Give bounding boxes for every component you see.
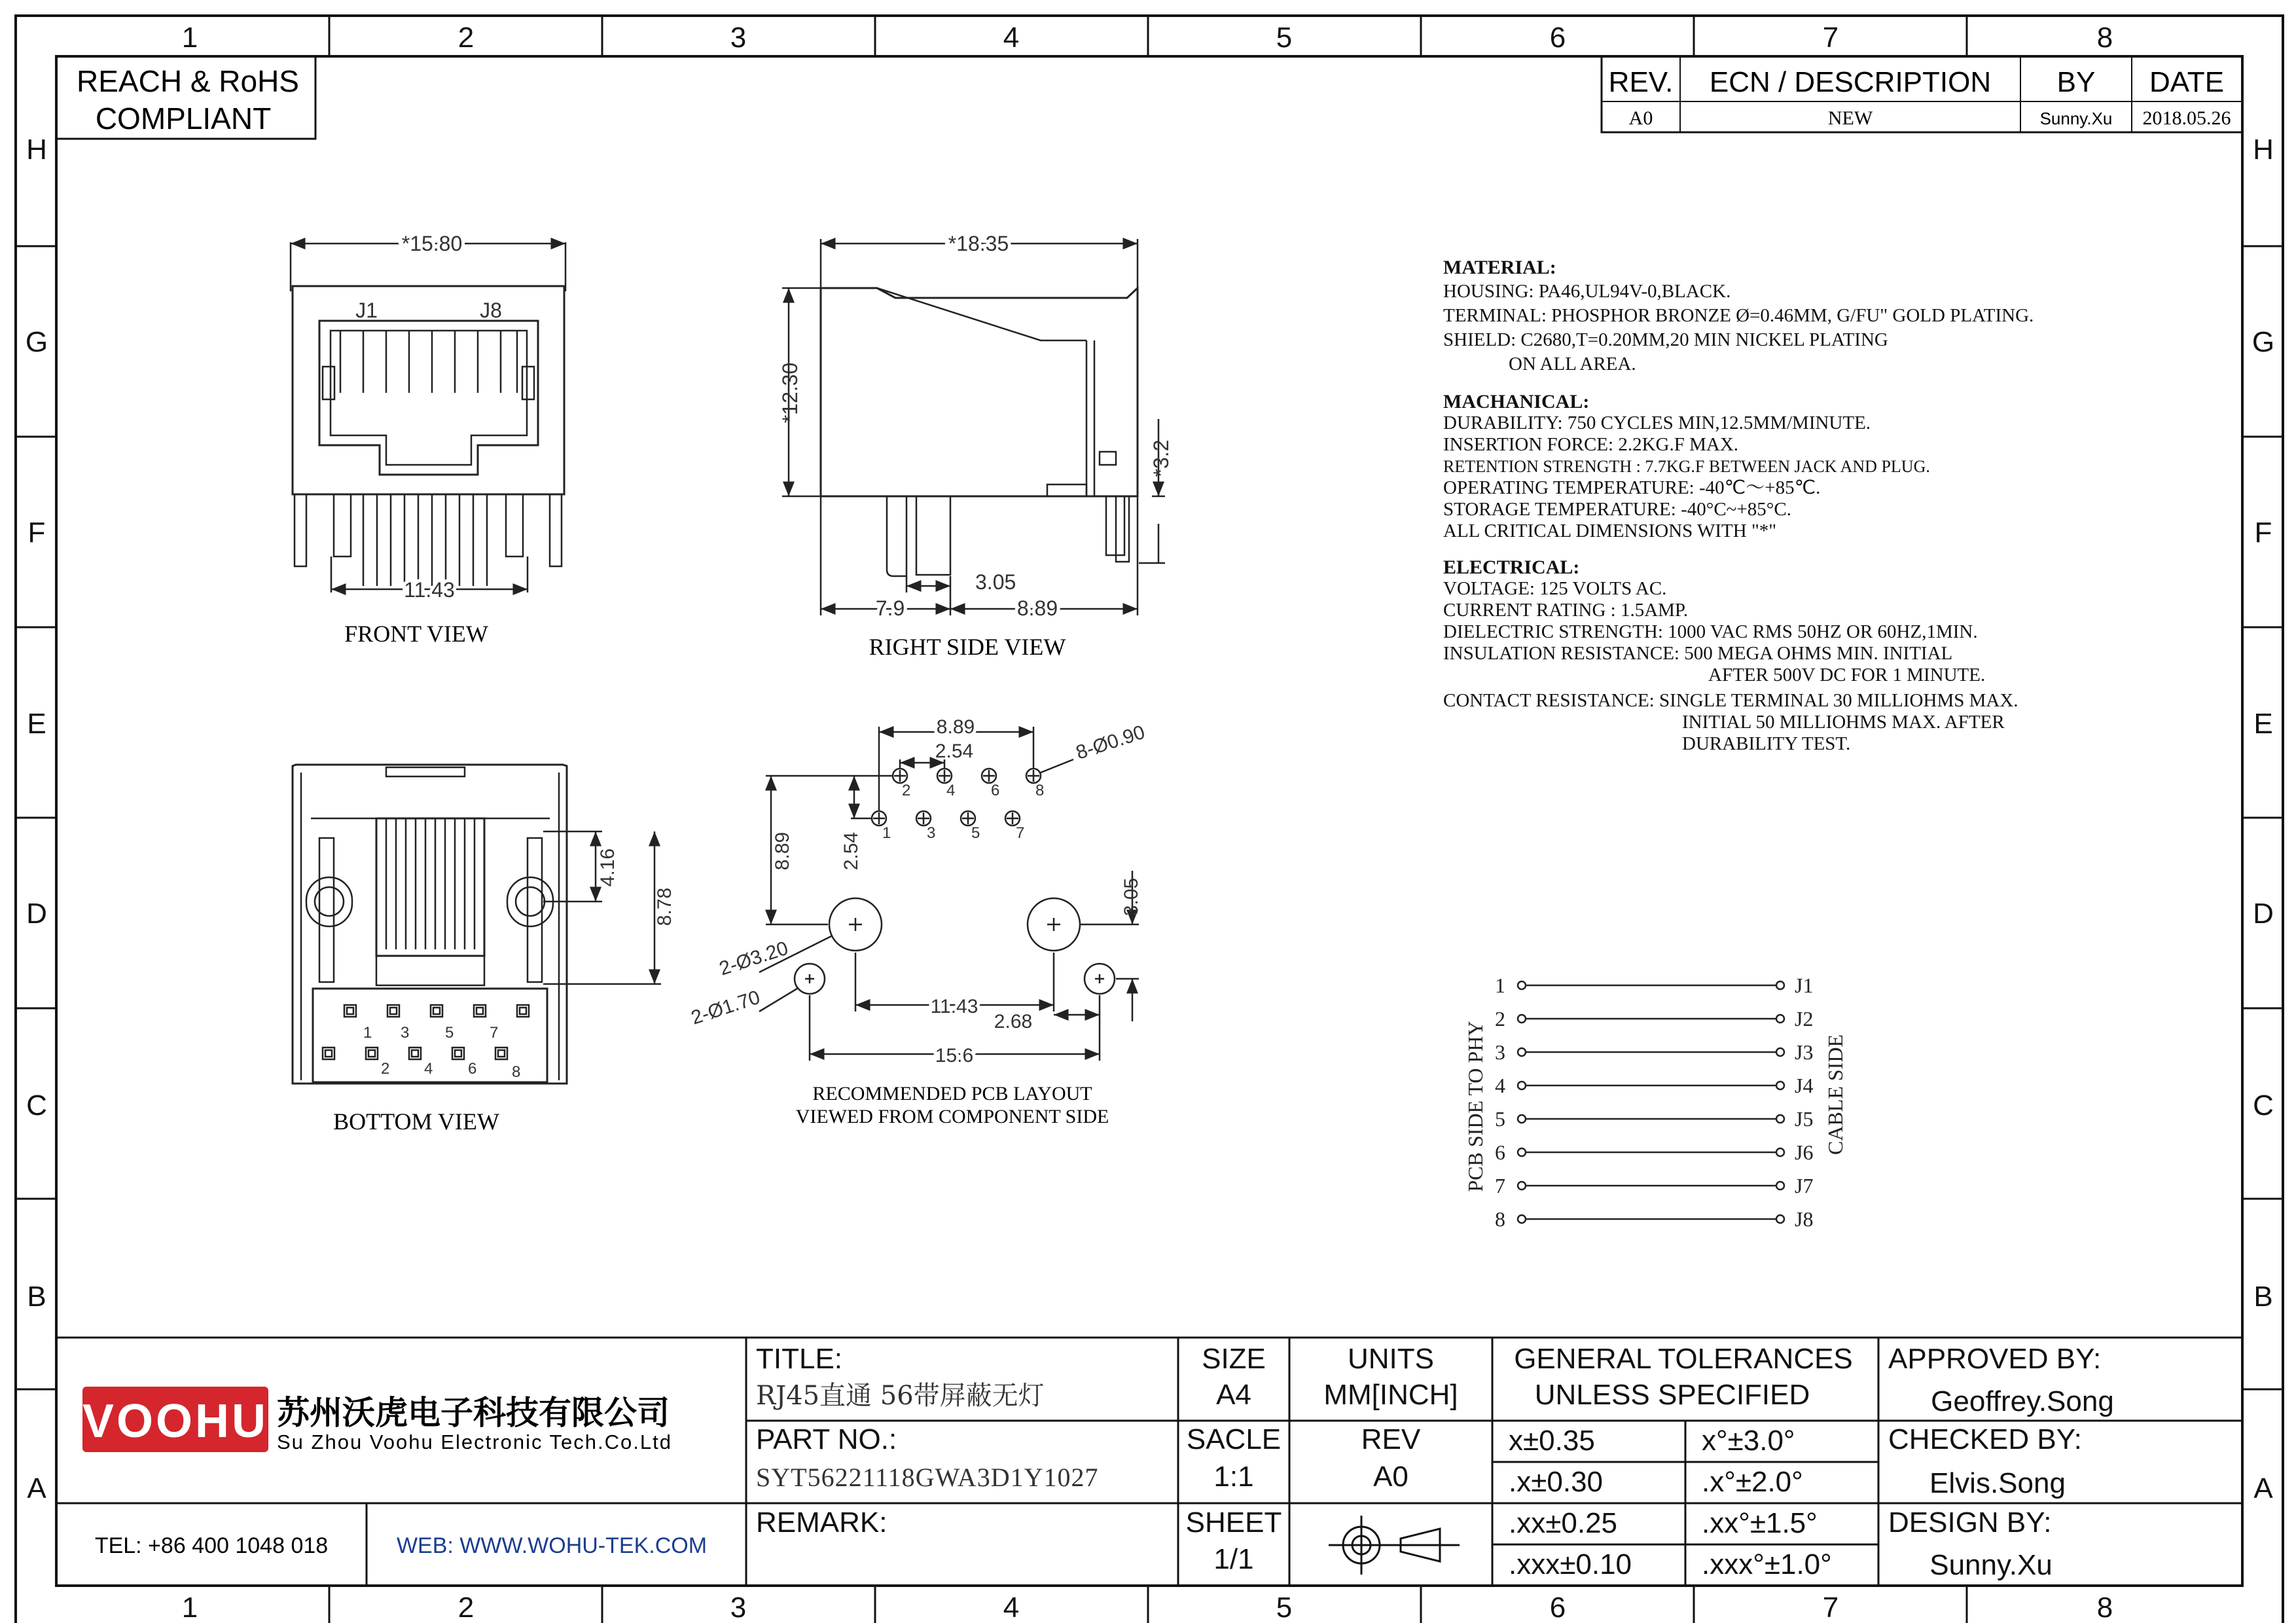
design-label: DESIGN BY: [1888,1506,2052,1539]
note-line: ALL CRITICAL DIMENSIONS WITH "*" [1443,520,1777,541]
units-label: UNITS [1348,1343,1434,1375]
note-line: DURABILITY TEST. [1682,733,1851,754]
title-value: RJ45直通 56带屏蔽无灯 [756,1381,1045,1411]
note-line: STORAGE TEMPERATURE: -40°C~+85°C. [1443,499,1791,520]
part-label: PART NO.: [756,1423,897,1455]
row-label: D [26,898,47,930]
ecn-header: ECN / DESCRIPTION [1709,66,1992,98]
front-pins [295,494,562,586]
note-line: CONTACT RESISTANCE: SINGLE TERMINAL 30 MILLIOHMS MAX. [1443,690,2018,711]
pcb-pin-label: 1 [882,824,891,842]
company-name-cn: 苏州沃虎电子科技有限公司 [277,1394,670,1432]
sheet-label: SHEET [1185,1506,1282,1539]
note-line: INSULATION RESISTANCE: 500 MEGA OHMS MIN. INITIAL [1443,643,1953,664]
wiring-schematic [1518,981,1784,1223]
schematic-right-pin: J1 [1795,974,1814,997]
mechanical-heading: MACHANICAL: [1443,391,1590,412]
tol-linear: .x±0.30 [1509,1466,1604,1498]
right-pin-dim: *3.2 [1149,439,1173,477]
right-front-dim: 7.9 [875,596,905,620]
right-side-view [782,239,1165,615]
schematic-right-pin: J6 [1795,1140,1814,1164]
date-value: 2018.05.26 [2142,107,2231,129]
pcb-pin-label: 8 [1035,782,1045,799]
note-line: DIELECTRIC STRENGTH: 1000 VAC RMS 50HZ OR 60HZ,1MIN. [1443,621,1978,642]
col-label: 6 [1549,1592,1566,1623]
tolerance-heading-1: GENERAL TOLERANCES [1514,1343,1853,1375]
bottom-view-title: BOTTOM VIEW [333,1108,499,1135]
note-line: TERMINAL: PHOSPHOR BRONZE Ø=0.46MM, G/FU" GOLD PLATING. [1443,305,2034,326]
col-label: 1 [181,22,198,54]
row-label: E [27,708,46,740]
row-label: B [27,1281,46,1313]
approved-label: APPROVED BY: [1888,1343,2102,1375]
by-header: BY [2056,66,2096,98]
row-label: F [27,517,46,549]
website: WEB: WWW.WOHU-TEK.COM [396,1533,708,1558]
bottom-pin-label: 4 [424,1060,433,1078]
design-value: Sunny.Xu [1929,1549,2053,1581]
row-label: H [2253,134,2274,166]
checked-label: CHECKED BY: [1888,1423,2082,1455]
schematic-right-pin: J5 [1795,1107,1814,1131]
schematic-left-pin: 6 [1495,1140,1505,1164]
tolerance-heading-2: UNLESS SPECIFIED [1534,1379,1810,1411]
rev-label: REV [1361,1423,1421,1455]
row-label: B [2253,1281,2273,1313]
tol-angular: .xxx°±1.0° [1702,1548,1832,1580]
pcb-pitch-dim: 2.54 [935,740,974,762]
bottom-pin-label: 7 [490,1024,499,1042]
pcb-offset-dim: 2.68 [994,1011,1033,1032]
col-label: 8 [2096,22,2113,54]
schematic-right-label: CABLE SIDE [1823,1034,1847,1155]
part-number-value: SYT56221118GWA3D1Y1027 [756,1463,1099,1492]
pcb-title-line2: VIEWED FROM COMPONENT SIDE [795,1106,1109,1127]
bottom-pin-label: 8 [512,1063,521,1081]
right-view-title: RIGHT SIDE VIEW [869,634,1066,660]
size-label: SIZE [1202,1343,1266,1375]
pcb-total-dim: 15.6 [935,1045,974,1067]
tol-linear: .xxx±0.10 [1509,1548,1632,1580]
ecn-value: NEW [1827,107,1873,129]
size-value: A4 [1216,1379,1251,1411]
sheet-value: 1/1 [1213,1543,1254,1575]
electrical-notes [1443,556,2034,755]
col-label: 3 [730,22,747,54]
schematic-right-pin: J2 [1795,1007,1814,1030]
approved-value: Geoffrey.Song [1931,1385,2114,1417]
date-header: DATE [2149,66,2225,98]
schematic-left-pin: 4 [1495,1074,1505,1097]
col-label: 3 [730,1592,747,1623]
scale-value: 1:1 [1213,1461,1254,1493]
pcb-hole-dim: 8-Ø0.90 [1073,721,1148,764]
row-label: A [27,1472,46,1504]
row-label: E [2253,708,2273,740]
material-notes [1443,255,2034,376]
logo-text: VOOHU [82,1395,269,1448]
pcb-vert-dim: 8.89 [772,831,793,871]
col-label: 6 [1549,22,1566,54]
tel: TEL: +86 400 1048 018 [94,1533,329,1558]
schematic-left-pin: 8 [1495,1207,1505,1231]
bottom-dim-b: 8.78 [654,887,675,926]
col-label: 4 [1003,22,1020,54]
schematic-left-pin: 7 [1495,1174,1505,1197]
schematic-left-pin: 5 [1495,1107,1505,1131]
col-label: 2 [457,1592,475,1623]
bottom-pin-label: 5 [445,1024,454,1042]
schematic-right-pin: J4 [1795,1074,1814,1097]
col-label: 7 [1822,22,1839,54]
col-label: 5 [1276,22,1293,54]
col-label: 2 [457,22,475,54]
rev-header: REV. [1608,66,1674,98]
note-line: INSERTION FORCE: 2.2KG.F MAX. [1443,434,1739,455]
front-contacts [340,331,517,393]
compliance-line1: REACH & RoHS [77,64,299,98]
pcb-pin-label: 3 [927,824,936,842]
pcb-row-gap-dim: 2.54 [840,831,862,871]
revision-table [1602,56,2242,132]
pcb-pin-label: 2 [902,782,911,799]
row-label: D [2253,898,2274,930]
scale-label: SACLE [1186,1423,1282,1455]
bottom-contacts [386,818,475,949]
note-line: AFTER 500V DC FOR 1 MINUTE. [1708,665,1986,685]
tol-linear: .xx±0.25 [1509,1507,1618,1539]
note-line: INITIAL 50 MILLIOHMS MAX. AFTER [1682,712,2005,733]
right-pin-offset-dim: 3.05 [975,570,1016,594]
rev-value: A0 [1373,1461,1408,1493]
note-line: VOLTAGE: 125 VOLTS AC. [1443,578,1667,599]
col-label: 1 [181,1592,198,1623]
col-label: 5 [1276,1592,1293,1623]
pcb-pin-label: 6 [991,782,1000,799]
front-pitch-dim: 11.43 [404,578,455,602]
row-label: G [2251,326,2275,358]
row-label: H [26,134,47,166]
pcb-big-hole-dim: 2-Ø3.20 [716,937,791,980]
checked-value: Elvis.Song [1929,1467,2066,1499]
pcb-small-hole-dim: 2-Ø1.70 [688,986,763,1029]
pcb-pin-label: 7 [1016,824,1025,842]
pcb-title-line1: RECOMMENDED PCB LAYOUT [812,1083,1092,1104]
tol-angular: .xx°±1.5° [1702,1507,1818,1539]
row-label: C [26,1089,47,1122]
remark-label: REMARK: [756,1506,888,1539]
note-line: DURABILITY: 750 CYCLES MIN,12.5MM/MINUTE. [1443,412,1871,433]
schematic-right-pin: J8 [1795,1207,1814,1231]
front-view-title: FRONT VIEW [344,621,488,647]
note-line: SHIELD: C2680,T=0.20MM,20 MIN NICKEL PLATING [1443,329,1888,350]
right-back-dim: 8.89 [1016,596,1058,620]
mechanical-notes [1443,391,2034,542]
right-depth-dim: *18.35 [948,232,1009,255]
note-line: CURRENT RATING : 1.5AMP. [1443,600,1689,621]
rev-value: A0 [1628,107,1653,129]
schematic-left-pin: 3 [1495,1040,1505,1064]
tol-angular: .x°±2.0° [1702,1466,1803,1498]
company-name-en: Su Zhou Voohu Electronic Tech.Co.Ltd [277,1431,672,1453]
bottom-pin-label: 2 [381,1060,390,1078]
col-label: 8 [2096,1592,2113,1623]
row-label: G [25,326,48,358]
schematic-right-pin: J3 [1795,1040,1814,1064]
bottom-pin-label: 3 [401,1024,410,1042]
units-value: MM[INCH] [1323,1379,1458,1411]
projection-symbol [1329,1516,1460,1575]
pcb-big-span-dim: 11.43 [930,996,978,1017]
note-line: HOUSING: PA46,UL94V-0,BLACK. [1443,281,1731,302]
schematic-right-pin: J7 [1795,1174,1814,1197]
title-label: TITLE: [756,1343,843,1375]
front-j1-label: J1 [355,299,378,322]
note-line: OPERATING TEMPERATURE: -40℃～+85℃. [1443,477,1821,498]
material-heading: MATERIAL: [1443,257,1556,278]
row-label: F [2254,517,2272,549]
bottom-dim-a: 4.16 [597,848,619,887]
by-value: Sunny.Xu [2039,109,2113,128]
col-label: 7 [1822,1592,1839,1623]
schematic-left-label: PCB SIDE TO PHY [1463,1021,1487,1192]
row-label: C [2253,1089,2274,1122]
front-j8-label: J8 [480,299,502,322]
pcb-pin-label: 5 [971,824,980,842]
col-label: 4 [1003,1592,1020,1623]
notes-panel [1443,255,2034,769]
schematic-left-pin: 1 [1495,974,1505,997]
bottom-pin-label: 6 [468,1060,477,1078]
row-label: A [2253,1472,2273,1504]
note-line: ON ALL AREA. [1509,354,1636,374]
tol-linear: x±0.35 [1509,1425,1595,1457]
pcb-row-width-dim: 8.89 [936,716,975,738]
pcb-pin-label: 4 [946,782,956,799]
schematic-left-pin: 2 [1495,1007,1505,1030]
compliance-box [56,56,315,139]
electrical-heading: ELECTRICAL: [1443,556,1580,578]
tol-angular: x°±3.0° [1702,1425,1795,1457]
front-view [291,242,565,593]
right-height-dim: *12.30 [778,362,802,424]
bottom-pin-label: 1 [363,1024,372,1042]
compliance-line2: COMPLIANT [95,101,272,136]
voohu-logo [82,1387,268,1452]
bottom-view [293,765,661,1084]
note-line: RETENTION STRENGTH : 7.7KG.F BETWEEN JACK AND PLUG. [1443,457,1930,476]
front-width-dim: *15.80 [401,232,463,255]
pcb-right-v-dim: 3.05 [1121,877,1142,917]
